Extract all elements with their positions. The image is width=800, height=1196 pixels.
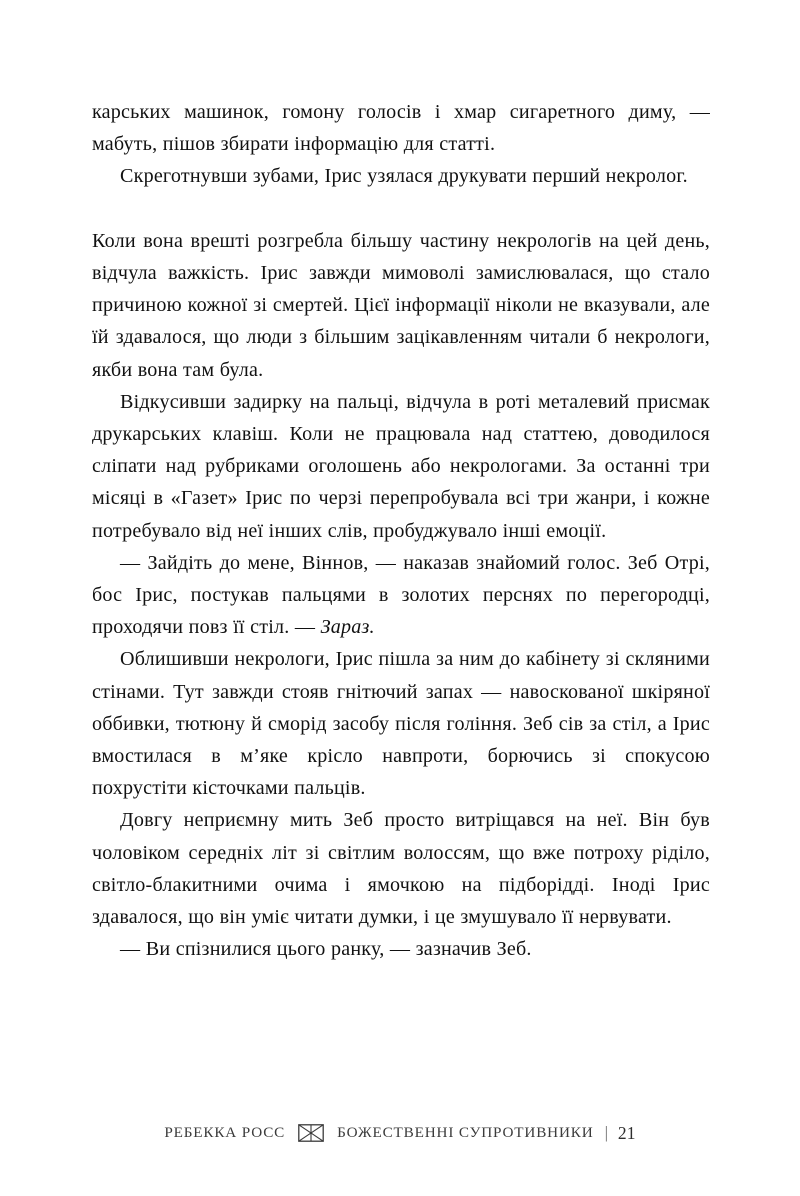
footer-book-title: БОЖЕСТВЕННІ СУПРОТИВНИКИ [337, 1124, 594, 1141]
paragraph-5 [92, 547, 710, 644]
paragraph-1: карських машинок, гомону голосів і хмар сигаретного диму, — мабуть, пішов збирати інформацію для статті. [92, 101, 710, 156]
footer-author-name: РЕБЕККА РОСС [164, 1124, 286, 1141]
body-text-column [92, 96, 710, 965]
paragraph-4: Відкусивши задирку на пальці, відчула в роті металевий присмак друкарських клавіш. Коли не працювала над статтею, доводилося сліпати над рубриками оголошень або некрологами. За останні три місяці в «Газет» Ірис по черзі перепробувала всі три жанри, і кожне потребувало від неї інших слів, пробуджувало інші емоції. [92, 390, 710, 542]
paragraph-7: Довгу неприємну мить Зеб просто витріщався на неї. Він був чоловіком середніх літ зі світлим волоссям, що вже потроху ріділо, світло-блакитними очима і ямочкою на підборідді. Іноді Ірис здавалося, що він уміє читати думки, і це змушувало її нервувати. [92, 809, 710, 929]
paragraph-6: Облишивши некрологи, Ірис пішла за ним до кабінету зі скляними стінами. Тут завжди стояв гнітючий запах — навоскованої шкіряної оббивки, тютюну й сморід засобу після гоління. Зеб сів за стіл, а Ірис вмостилася в м’яке крісло навпроти, борючись зі спокусою похрустіти кісточками пальців. [92, 648, 710, 800]
bowtie-ornament-icon [298, 1124, 324, 1142]
paragraph-2: Скреготнувши зубами, Ірис узялася друкувати перший некролог. [120, 165, 688, 188]
paragraph-8: — Ви спізнилися цього ранку, — зазначив Зеб. [120, 938, 532, 961]
paragraph-5-lead: — Зайдіть до мене, Віннов, — наказав знайомий голос. Зеб Отрі, бос Ірис, постукав пальцями в золотих перснях по перегородці, проходячи повз її стіл. — [92, 551, 710, 639]
paragraph-5-emphasis: Зараз. [320, 616, 375, 639]
running-footer [0, 1118, 800, 1148]
page-number: 21 [617, 1122, 636, 1143]
footer-separator: | [604, 1122, 609, 1142]
paragraph-3: Коли вона врешті розгребла більшу частину некрологів на цей день, відчула важкість. Ірис завжди мимоволі замислювалася, що стало причиною кожної зі смертей. Цієї інформації ніколи не вказували, але їй здавалося, що люди з більшим зацікавленням читали б некрологи, якби вона там була. [92, 229, 710, 381]
